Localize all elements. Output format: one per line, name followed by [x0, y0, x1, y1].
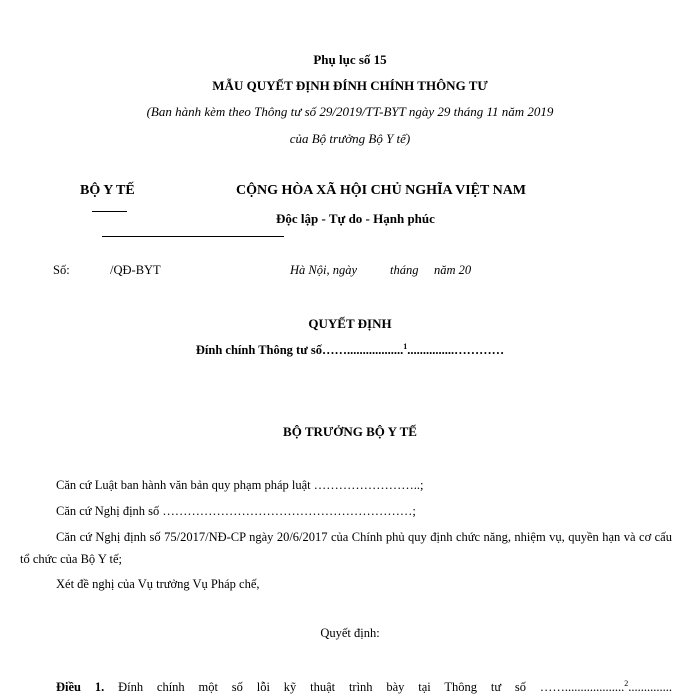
motto-underline: [102, 236, 284, 237]
annex-issued-line1: (Ban hành kèm theo Thông tư số 29/2019/TT-BYT ngày 29 tháng 11 năm 2019: [146, 104, 554, 119]
annex-title: Phụ lục số 15: [313, 52, 387, 67]
preamble-decree: Căn cứ Nghị định số ……………………………………………………;: [56, 504, 416, 518]
preamble-proposal: Xét đề nghị của Vụ trưởng Vụ Pháp chế,: [56, 577, 260, 591]
footnote-ref-2: 2: [624, 678, 629, 688]
date-place: Hà Nội, ngày: [290, 263, 358, 277]
decision-subject-suffix: ...............…………: [407, 343, 505, 357]
nation-motto: Độc lập - Tự do - Hạnh phúc: [276, 211, 435, 226]
date-month: tháng: [390, 263, 419, 277]
decides-label: Quyết định:: [320, 626, 380, 640]
number-suffix: /QĐ-BYT: [110, 263, 161, 277]
decision-subject-prefix: Đính chính Thông tư số……..................: [195, 343, 404, 357]
number-label: Số:: [53, 263, 70, 277]
decision-subject: [0, 343, 700, 358]
article-1-label: Điều 1.: [56, 680, 105, 694]
agency-name: BỘ Y TẾ: [80, 183, 135, 198]
date-year: năm 20: [434, 263, 472, 277]
agency-underline: [92, 211, 127, 212]
article-1: [20, 676, 672, 698]
decision-title: QUYẾT ĐỊNH: [308, 316, 392, 331]
annex-heading: MẪU QUYẾT ĐỊNH ĐÍNH CHÍNH THÔNG TƯ: [212, 78, 488, 93]
authority-title: BỘ TRƯỞNG BỘ Y TẾ: [283, 424, 417, 439]
footnote-ref-1: 1: [403, 341, 408, 351]
article-1-text: Đính chính một số lỗi kỹ thuật trình bày tại Thông tư số ……...................: [118, 680, 625, 694]
nation-name: CỘNG HÒA XÃ HỘI CHỦ NGHĨA VIỆT NAM: [236, 183, 527, 198]
article-1-tail: ..............: [628, 680, 673, 694]
preamble-decree-75: Căn cứ Nghị định số 75/2017/NĐ-CP ngày 20/6/2017 của Chính phủ quy định chức năng, nhiệm vụ, quyền hạn và cơ cấu tổ chức của Bộ Y tế;: [20, 530, 672, 566]
annex-issued-line2: của Bộ trưởng Bộ Y tế): [289, 131, 411, 146]
preamble-law: Căn cứ Luật ban hành văn bản quy phạm pháp luật ……………………..;: [56, 478, 424, 492]
